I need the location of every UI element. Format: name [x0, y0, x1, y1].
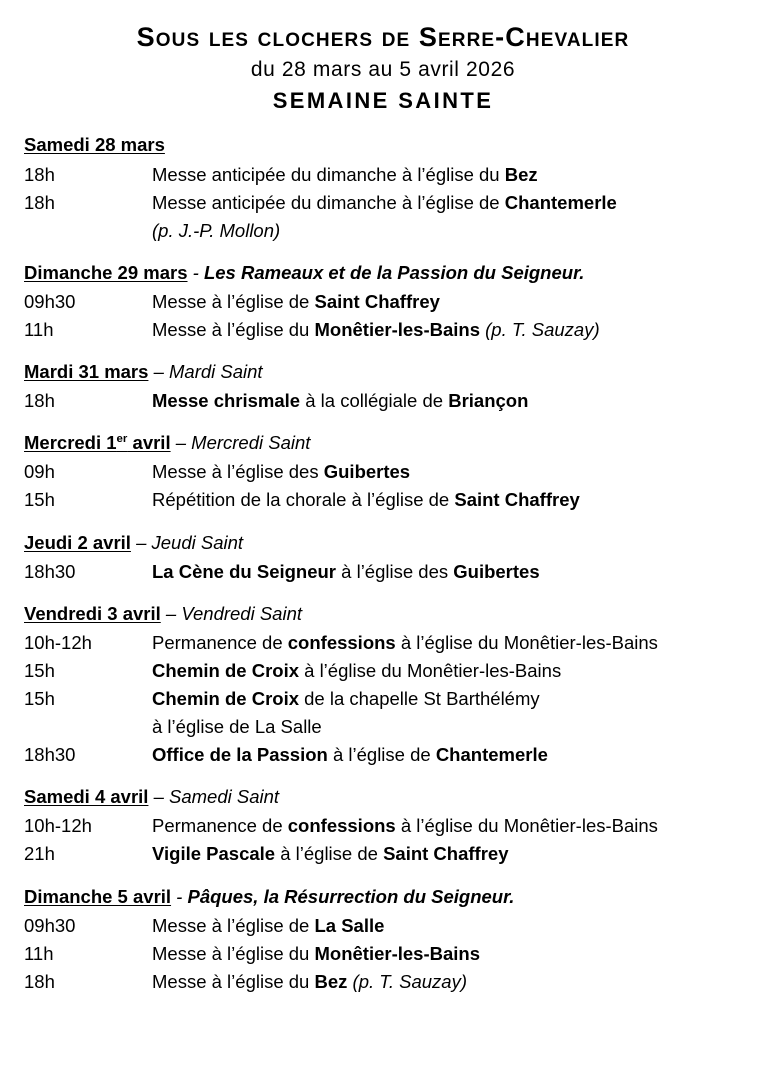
day-label: Samedi 28 mars — [24, 134, 165, 156]
event-description: Messe à l’église du Bez (p. T. Sauzay) — [152, 970, 468, 992]
day-heading — [24, 431, 742, 455]
event-description: Messe chrismale à la collégiale de Briançon — [152, 390, 529, 412]
day-label: Dimanche 29 mars — [24, 261, 188, 283]
page-subtitle: SEMAINE SAINTE — [272, 88, 494, 114]
event-description: Répétition de la chorale à l’église de Saint Chaffrey — [152, 489, 580, 511]
schedule-row — [24, 629, 742, 657]
event-description: La Cène du Seigneur à l’église des Guibertes — [152, 560, 540, 582]
schedule-section — [24, 531, 742, 586]
event-time: 15h — [24, 687, 55, 709]
event-description: Messe à l’église de Saint Chaffrey — [152, 290, 440, 312]
day-heading — [24, 531, 742, 555]
schedule-row — [24, 912, 742, 940]
schedule-row — [24, 657, 742, 685]
event-time: 09h — [24, 461, 55, 483]
day-heading — [24, 885, 742, 909]
event-description: Vigile Pascale à l’église de Saint Chaffrey — [152, 843, 509, 865]
schedule-section — [24, 261, 742, 344]
day-label: Samedi 4 avril — [24, 786, 149, 808]
schedule-row — [24, 387, 742, 415]
event-description: Messe à l’église du Monêtier-les-Bains — [152, 942, 480, 964]
day-label: Jeudi 2 avril — [24, 531, 131, 553]
schedule-row — [24, 558, 742, 586]
event-time — [24, 217, 152, 245]
event-description: Permanence de confessions à l’église du Monêtier-les-Bains — [152, 815, 658, 837]
event-description: (p. J.-P. Mollon) — [152, 219, 281, 241]
schedule-row — [24, 968, 742, 996]
schedule-row — [24, 685, 742, 713]
schedule-row — [24, 840, 742, 868]
day-heading — [24, 602, 742, 626]
event-description: Office de la Passion à l’église de Chantemerle — [152, 744, 548, 766]
day-note: – Samedi Saint — [148, 786, 280, 808]
day-heading — [24, 133, 742, 157]
event-time: 09h30 — [24, 914, 76, 936]
schedule-row — [24, 288, 742, 316]
event-time: 18h — [24, 163, 55, 185]
schedule-row — [24, 486, 742, 514]
event-time: 11h — [24, 942, 54, 964]
event-time: 11h — [24, 319, 54, 341]
event-description: Messe anticipée du dimanche à l’église du Bez — [152, 163, 538, 185]
day-note: – Vendredi Saint — [160, 602, 303, 624]
event-time: 18h30 — [24, 744, 76, 766]
event-time: 15h — [24, 659, 55, 681]
day-note: - Les Rameaux et de la Passion du Seigneur. — [187, 261, 585, 283]
day-note: - Pâques, la Résurrection du Seigneur. — [171, 885, 515, 907]
day-note: – Mercredi Saint — [170, 432, 311, 454]
date-range: du 28 mars au 5 avril 2026 — [250, 58, 516, 82]
schedule-section — [24, 431, 742, 514]
document-header — [24, 22, 742, 113]
event-time: 09h30 — [24, 290, 76, 312]
schedule-row — [24, 316, 742, 344]
event-description: Chemin de Croix de la chapelle St Barthélémy — [152, 687, 540, 709]
event-time: 18h — [24, 390, 55, 412]
day-note: – Jeudi Saint — [130, 531, 244, 553]
schedule-row — [24, 713, 742, 741]
day-heading — [24, 261, 742, 285]
schedule-row — [24, 458, 742, 486]
day-label: Mardi 31 mars — [24, 361, 149, 383]
schedule-section — [24, 133, 742, 244]
event-description: Messe à l’église du Monêtier-les-Bains (p. T. Sauzay) — [152, 319, 600, 341]
schedule-row — [24, 189, 742, 217]
schedule-section — [24, 360, 742, 415]
schedule-row — [24, 161, 742, 189]
schedule-row — [24, 741, 742, 769]
event-time: 10h-12h — [24, 631, 92, 653]
schedule-row — [24, 812, 742, 840]
page-title: Sous les clochers de Serre-Chevalier — [136, 22, 630, 52]
event-description: Chemin de Croix à l’église du Monêtier-les-Bains — [152, 659, 562, 681]
event-description: à l’église de La Salle — [152, 716, 322, 738]
schedule-section — [24, 602, 742, 770]
event-description: Messe anticipée du dimanche à l’église de Chantemerle — [152, 191, 617, 213]
schedule-list — [24, 133, 742, 995]
event-description: Messe à l’église des Guibertes — [152, 461, 411, 483]
event-description: Permanence de confessions à l’église du Monêtier-les-Bains — [152, 631, 658, 653]
day-heading — [24, 360, 742, 384]
day-label: Mercredi 1er avril — [24, 432, 171, 454]
day-label: Dimanche 5 avril — [24, 885, 172, 907]
day-note: – Mardi Saint — [148, 361, 263, 383]
schedule-section — [24, 785, 742, 868]
event-time: 18h30 — [24, 560, 76, 582]
event-time: 10h-12h — [24, 815, 92, 837]
event-time: 18h — [24, 191, 55, 213]
event-time: 21h — [24, 843, 55, 865]
event-description: Messe à l’église de La Salle — [152, 914, 385, 936]
schedule-row — [24, 940, 742, 968]
event-time: 18h — [24, 970, 55, 992]
event-time — [24, 713, 152, 741]
schedule-section — [24, 885, 742, 996]
event-time: 15h — [24, 489, 55, 511]
day-heading — [24, 785, 742, 809]
schedule-row — [24, 217, 742, 245]
day-label: Vendredi 3 avril — [24, 602, 161, 624]
